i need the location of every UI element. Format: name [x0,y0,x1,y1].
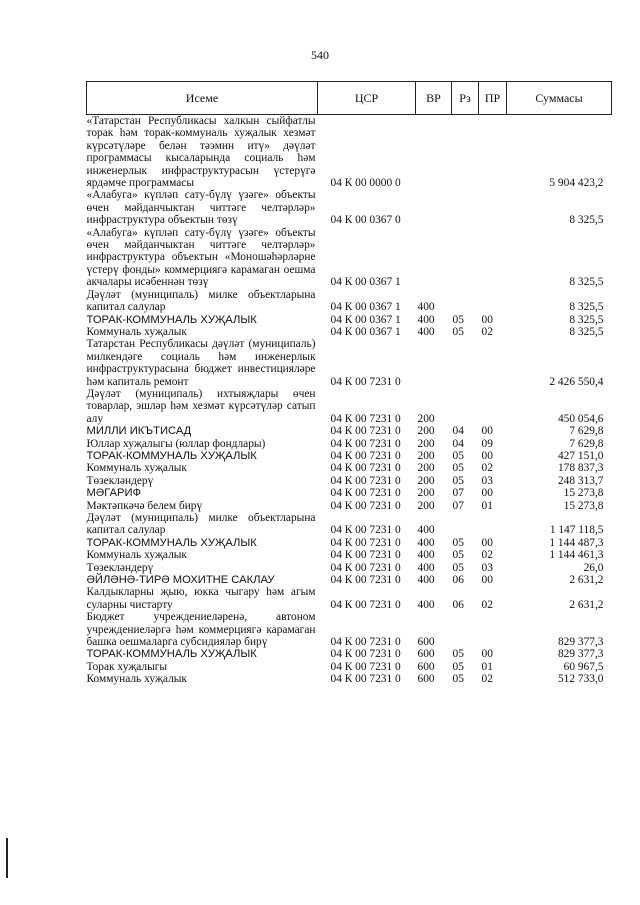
table-row [87,500,612,512]
row-pr: 01 [481,499,493,512]
row-amount: 2 426 550,4 [549,375,604,388]
row-vr: 400 [417,549,435,562]
row-amount: 427 151,0 [557,449,604,462]
row-rz: 05 [452,462,464,475]
row-name: Коммуналь хуҗалык [86,673,187,686]
row-vr: 600 [417,660,435,673]
table-row [87,512,612,537]
row-vr [416,115,452,190]
row-vr [416,227,452,289]
row-vr: 200 [417,499,435,512]
row-name: Дәүләт (муниципаль) ихтыяҗлары өчен товарлар, эшләр һәм хезмәт күрсәтүләр сатып алу [86,387,316,425]
row-name: Төзекләндерү [86,561,154,574]
row-amount: 26,0 [583,561,604,574]
row-vr: 400 [417,561,435,574]
row-name: Торак хуҗалыгы [86,660,168,673]
row-pr: 00 [481,574,493,587]
table-row [87,338,612,388]
table-row [87,475,612,487]
row-rz: 05 [452,449,464,462]
row-vr [416,338,452,388]
table-body [87,115,612,686]
row-csr: 04 К 00 7231 0 [330,449,401,462]
row-pr [479,189,507,226]
row-rz [452,512,479,537]
row-rz [452,115,479,190]
table-row [87,487,612,499]
row-name: ТОРАК-КОММУНАЛЬ ХУҖАЛЫК [86,536,257,549]
row-pr [479,338,507,388]
page-edge-mark [6,838,8,878]
row-vr: 600 [417,673,435,686]
row-vr: 200 [417,437,435,450]
row-amount: 8 325,5 [569,313,604,326]
row-vr: 200 [417,425,435,438]
row-amount: 5 904 423,2 [549,177,604,190]
row-csr: 04 К 00 7231 0 [330,499,401,512]
row-csr: 04 К 00 7231 0 [330,487,401,500]
row-amount: 8 325,5 [569,276,604,289]
row-csr: 04 К 00 7231 0 [330,598,401,611]
page-number: 540 [311,48,329,62]
row-csr: 04 К 00 0367 1 [330,276,401,289]
table-row [87,314,612,326]
row-rz: 07 [452,487,464,500]
row-rz: 07 [452,499,464,512]
row-name: Дәүләт (муниципаль) милке объектларына капитал салулар [86,288,316,314]
row-name: Коммуналь хуҗалык [86,549,187,562]
row-vr: 400 [417,524,435,537]
row-amount: 1 147 118,5 [549,524,604,537]
row-csr: 04 К 00 7231 0 [330,574,401,587]
row-pr: 09 [481,437,493,450]
row-csr: 04 К 00 7231 0 [330,549,401,562]
row-amount: 829 377,3 [557,648,604,661]
row-vr: 400 [417,598,435,611]
header-rz: Рз [452,82,479,115]
row-name: Калдыкларны җыю, юкка чыгару һәм агым суларны чистарту [86,586,316,611]
budget-table [86,81,612,686]
row-csr: 04 К 00 0000 0 [330,177,401,190]
table-row [87,326,612,338]
row-name: Төзекләндерү [86,474,154,487]
row-csr: 04 К 00 7231 0 [330,636,401,649]
row-name: ӘЙЛӘНӘ-ТИРӘ МОХИТНЕ САКЛАУ [86,574,275,587]
row-amount: 7 629,8 [569,437,604,450]
row-rz: 06 [452,574,464,587]
table-row [87,648,612,660]
table-row [87,661,612,673]
header-name: Исеме [87,82,318,115]
row-amount: 2 631,2 [569,598,604,611]
row-vr: 200 [417,462,435,475]
row-name: ТОРАК-КОММУНАЛЬ ХУҖАЛЫК [86,313,257,326]
row-pr [479,115,507,190]
row-rz [452,227,479,289]
row-amount: 15 273,8 [563,499,604,512]
row-rz: 05 [452,648,464,661]
row-amount: 248 313,7 [557,474,604,487]
row-csr: 04 К 00 7231 0 [330,412,401,425]
row-pr: 00 [481,313,493,326]
row-amount: 1 144 461,3 [549,549,604,562]
row-csr: 04 К 00 7231 0 [330,561,401,574]
row-amount: 829 377,3 [557,636,604,649]
row-pr [479,289,507,314]
row-vr: 200 [417,412,435,425]
row-vr: 600 [417,648,435,661]
row-csr: 04 К 00 7231 0 [330,462,401,475]
row-rz: 05 [452,561,464,574]
row-pr: 03 [481,561,493,574]
row-csr: 04 К 00 7231 0 [330,437,401,450]
table-row [87,574,612,586]
row-csr: 04 К 00 7231 0 [330,673,401,686]
row-rz: 04 [452,437,464,450]
row-amount: 2 631,2 [569,574,604,587]
table-row [87,189,612,226]
row-csr: 04 К 00 7231 0 [330,425,401,438]
row-vr: 400 [417,301,435,314]
row-vr: 200 [417,449,435,462]
table-row [87,462,612,474]
row-amount: 178 837,3 [557,462,604,475]
row-rz: 06 [452,598,464,611]
row-rz [452,388,479,425]
row-pr: 02 [481,598,493,611]
row-pr [479,388,507,425]
table-row [87,549,612,561]
row-pr [479,512,507,537]
row-rz: 05 [452,660,464,673]
row-pr: 02 [481,462,493,475]
table-row [87,388,612,425]
row-name: Юллар хуҗалыгы (юллар фондлары) [86,437,266,450]
header-vr: ВР [416,82,452,115]
row-pr [479,611,507,648]
row-vr: 200 [417,487,435,500]
table-row [87,438,612,450]
table-row [87,537,612,549]
row-csr: 04 К 00 0367 1 [330,325,401,338]
row-name: МӘГАРИФ [86,487,142,500]
row-vr: 600 [417,636,435,649]
table-row [87,289,612,314]
row-name: Коммуналь хуҗалык [86,325,187,338]
row-amount: 7 629,8 [569,425,604,438]
table-row [87,115,612,190]
row-rz: 05 [452,325,464,338]
row-rz [452,611,479,648]
row-amount: 450 054,6 [557,412,604,425]
table-header-row [87,82,612,115]
row-vr [416,189,452,226]
row-name: ТОРАК-КОММУНАЛЬ ХУҖАЛЫК [86,648,257,661]
row-rz: 05 [452,673,464,686]
row-amount: 8 325,5 [569,301,604,314]
row-rz: 05 [452,313,464,326]
row-amount: 60 967,5 [563,660,604,673]
table-row [87,227,612,289]
row-pr: 02 [481,325,493,338]
row-vr: 200 [417,474,435,487]
row-name: Дәүләт (муниципаль) милке объектларына капитал салулар [86,512,316,537]
row-rz [452,338,479,388]
table-row [87,673,612,685]
row-csr: 04 К 00 7231 0 [330,648,401,661]
row-pr: 00 [481,648,493,661]
row-csr: 04 К 00 7231 0 [330,536,401,549]
row-name: Бюджет учреждениеләренә, автоном учреждениеләргә һәм коммерциягә карамаган башка оешмаларга субсидияләр бирү [86,611,316,649]
row-name: Коммуналь хуҗалык [86,462,187,475]
row-pr: 00 [481,487,493,500]
row-amount: 1 144 487,3 [549,536,604,549]
header-pr: ПР [479,82,507,115]
row-name: Татарстан Республикасы дәүләт (муниципаль) милкендәге социаль һәм инженерлык инфраструктурасына бюджет инвестицияләре һәм капиталь ремонт [86,338,316,388]
row-pr: 00 [481,425,493,438]
row-name: «Алабуга» күпләп сату-бүлү үзәге» объекты өчен мәйданчыктан читтәге челтәрләр» инфраструктура объектын төзү [86,189,316,227]
row-name: ТОРАК-КОММУНАЛЬ ХУҖАЛЫК [86,449,257,462]
row-amount: 8 325,5 [569,325,604,338]
row-pr: 03 [481,474,493,487]
row-csr: 04 К 00 0367 1 [330,313,401,326]
row-csr: 04 К 00 7231 0 [330,660,401,673]
row-pr: 02 [481,549,493,562]
row-pr [479,227,507,289]
row-name: МИЛЛИ ИКЪТИСАД [86,425,192,438]
row-pr: 01 [481,660,493,673]
row-rz: 04 [452,425,464,438]
row-rz [452,189,479,226]
row-csr: 04 К 00 0367 1 [330,301,401,314]
row-amount: 15 273,8 [563,487,604,500]
table-row [87,562,612,574]
row-vr: 400 [417,536,435,549]
row-csr: 04 К 00 7231 0 [330,474,401,487]
row-vr: 400 [417,574,435,587]
row-vr: 400 [417,313,435,326]
header-amount: Суммасы [507,82,612,115]
row-rz [452,289,479,314]
row-csr: 04 К 00 7231 0 [330,524,401,537]
row-name: «Татарстан Республикасы халкын сыйфатлы торак һәм торак-коммуналь хуҗалык хезмәт күрсәтүләре белән тәэмин итү» дәүләт программасы кысаларында социаль һәм инженерлык инфраструктурасын үстерүгә ярдәмче программасы [86,115,316,190]
row-pr: 02 [481,673,493,686]
table-row [87,450,612,462]
row-amount: 512 733,0 [557,673,604,686]
row-csr: 04 К 00 0367 0 [330,214,401,227]
row-pr: 00 [481,536,493,549]
table-row [87,611,612,648]
row-csr: 04 К 00 7231 0 [330,375,401,388]
row-amount: 8 325,5 [569,214,604,227]
row-pr: 00 [481,449,493,462]
row-name: Мәктәпкәчә белем бирү [86,499,203,512]
header-csr: ЦСР [318,82,416,115]
table-row [87,586,612,611]
row-rz: 05 [452,549,464,562]
row-rz: 05 [452,536,464,549]
row-vr: 400 [417,325,435,338]
row-name: «Алабуга» күпләп сату-бүлү үзәге» объекты өчен мәйданчыктан читтәге челтәрләр» инфраструктура объектын «Моношәһәрләрне үстерү фонды» коммерциягә карамаган оешма акчалары исәбеннән төзү [86,226,316,289]
table-row [87,425,612,437]
row-rz: 05 [452,474,464,487]
